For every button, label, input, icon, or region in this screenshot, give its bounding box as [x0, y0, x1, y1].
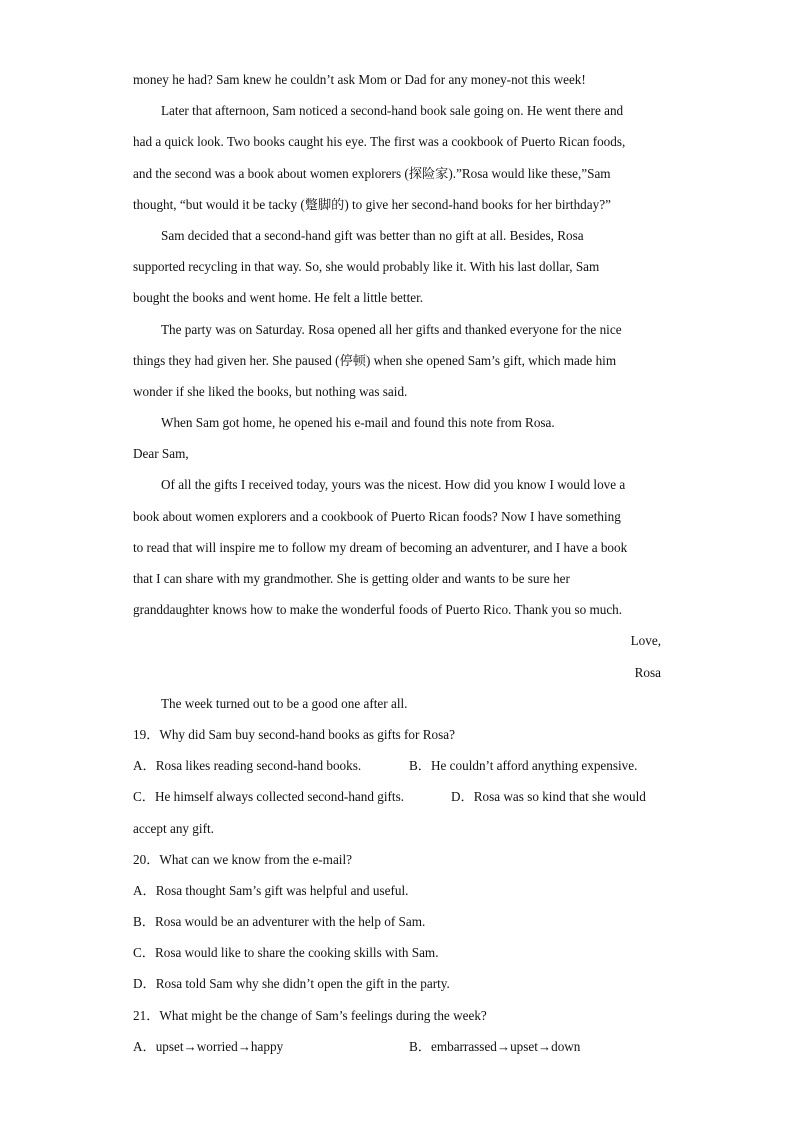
option-b[interactable]: B．embarrassed→upset→down: [409, 1038, 581, 1054]
option-row: [133, 750, 661, 781]
passage-line: thought, “but would it be tacky (蹩脚的) to give her second-hand books for her birthday?”: [133, 196, 611, 212]
option-d-continued: accept any gift.: [133, 820, 214, 836]
letter-signature: Rosa: [634, 664, 661, 680]
passage-line: supported recycling in that way. So, she would probably like it. With his last dollar, Sam: [133, 259, 600, 275]
letter-line: granddaughter knows how to make the wonderful foods of Puerto Rico. Thank you so much.: [133, 602, 623, 618]
letter-closing: Love,: [630, 633, 661, 649]
question-stem: 21．What might be the change of Sam’s feelings during the week?: [133, 1007, 487, 1023]
passage-line: money he had? Sam knew he couldn’t ask Mom or Dad for any money-not this week!: [133, 72, 586, 87]
option-a[interactable]: A．upset→worried→happy: [133, 1038, 284, 1054]
letter-line: Of all the gifts I received today, yours was the nicest. How did you know I would love a: [161, 477, 626, 493]
passage-line: wonder if she liked the books, but nothing was said.: [133, 383, 408, 399]
question-stem: 20．What can we know from the e-mail?: [133, 851, 352, 867]
option-a[interactable]: A．Rosa thought Sam’s gift was helpful and useful.: [133, 882, 409, 898]
option-d[interactable]: D．Rosa told Sam why she didn’t open the gift in the party.: [133, 976, 450, 992]
letter-line: that I can share with my grandmother. She is getting older and wants to be sure her: [133, 571, 570, 586]
option-row: [133, 1031, 661, 1062]
letter-line: to read that will inspire me to follow my dream of becoming an adventurer, and I have a book: [133, 539, 628, 555]
passage-line: When Sam got home, he opened his e-mail and found this note from Rosa.: [161, 415, 555, 431]
passage-line: and the second was a book about women explorers (探险家).”Rosa would like these,”Sam: [133, 165, 611, 181]
option-a[interactable]: A．Rosa likes reading second-hand books.: [133, 758, 362, 774]
option-b[interactable]: B．He couldn’t afford anything expensive.: [409, 758, 638, 774]
option-d[interactable]: D．Rosa was so kind that she would: [451, 789, 646, 805]
passage-line: Later that afternoon, Sam noticed a second-hand book sale going on. He went there and: [161, 103, 624, 119]
document-page: [133, 64, 661, 1062]
option-b[interactable]: B．Rosa would be an adventurer with the help of Sam.: [133, 914, 426, 930]
passage-line: The party was on Saturday. Rosa opened all her gifts and thanked everyone for the nice: [161, 321, 622, 337]
letter-salutation: Dear Sam,: [133, 446, 189, 462]
passage-line: things they had given her. She paused (停顿) when she opened Sam’s gift, which made him: [133, 352, 617, 368]
letter-line: book about women explorers and a cookbook of Puerto Rican foods? Now I have something: [133, 508, 621, 524]
passage-line: Sam decided that a second-hand gift was better than no gift at all. Besides, Rosa: [161, 227, 584, 243]
passage-line: bought the books and went home. He felt a little better.: [133, 290, 424, 306]
passage-line: had a quick look. Two books caught his eye. The first was a cookbook of Puerto Rican foods,: [133, 134, 626, 150]
option-c[interactable]: C．Rosa would like to share the cooking skills with Sam.: [133, 945, 439, 961]
passage-line: The week turned out to be a good one after all.: [161, 695, 408, 711]
option-c[interactable]: C．He himself always collected second-hand gifts.: [133, 789, 405, 805]
question-stem: 19．Why did Sam buy second-hand books as gifts for Rosa?: [133, 726, 455, 742]
option-row: [133, 781, 661, 812]
